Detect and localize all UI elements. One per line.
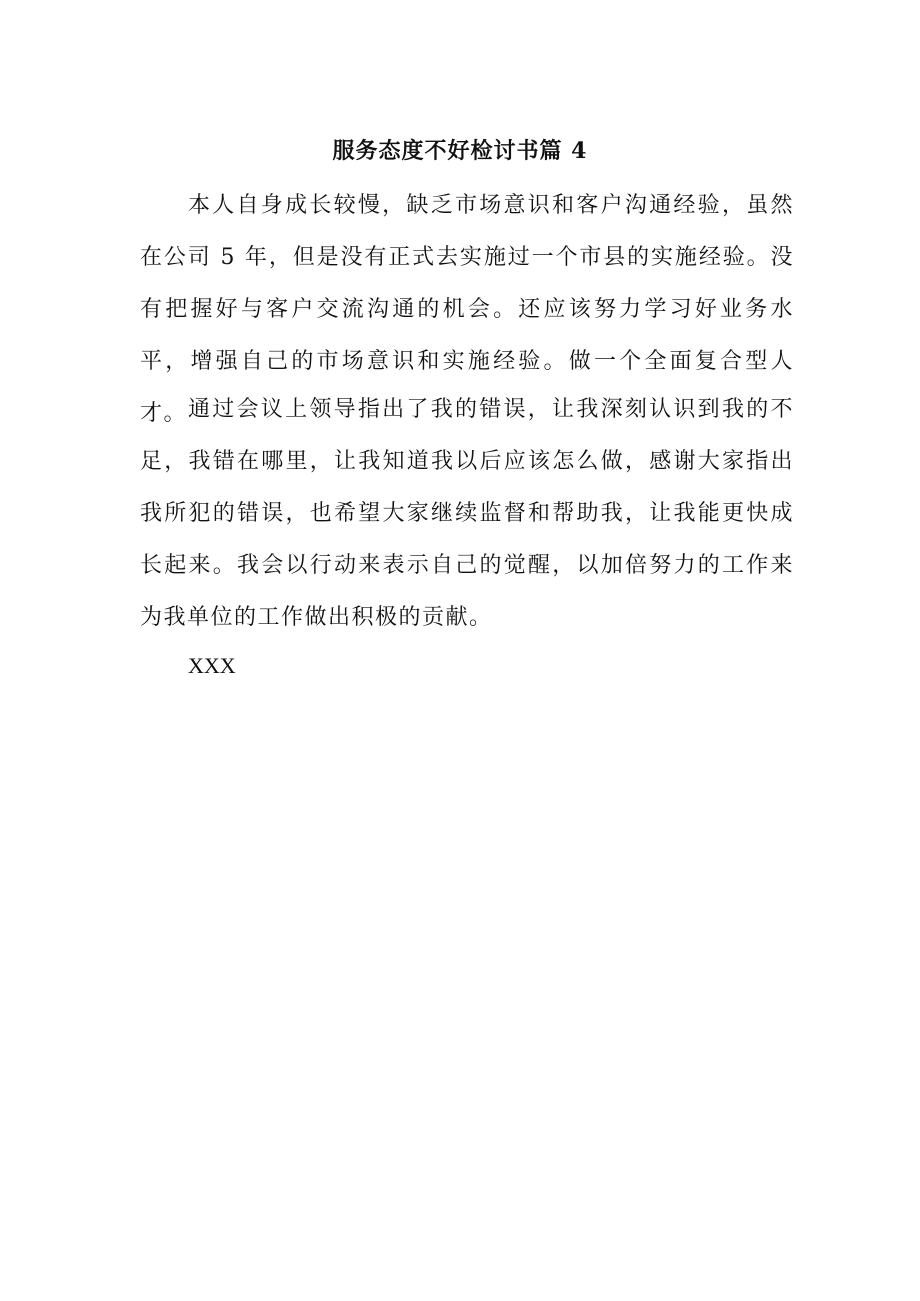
paragraph-2: 通过会议上领导指出了我的错误，让我深刻认识到我的不足，我错在哪里，让我知道我以后应该怎么做，感谢大家指出我所犯的错误，也希望大家继续监督和帮助我，让我能更快成长起来。我会以行动来表示自己的觉醒，以加倍努力的工作来为我单位的工作做出积极的贡献。	[140, 397, 794, 630]
document-title: 服务态度不好检讨书篇 4	[332, 138, 588, 164]
paragraph-1: 本人自身成长较慢，缺乏市场意识和客户沟通经验，虽然在公司 5 年，但是没有正式去实施过一个市县的实施经验。没有把握好与客户交流沟通的机会。还应该努力学习好业务水平，增强自己的市场意识和实施经验。做一个全面复合型人才。	[140, 193, 794, 426]
signature: XXX	[188, 653, 236, 678]
